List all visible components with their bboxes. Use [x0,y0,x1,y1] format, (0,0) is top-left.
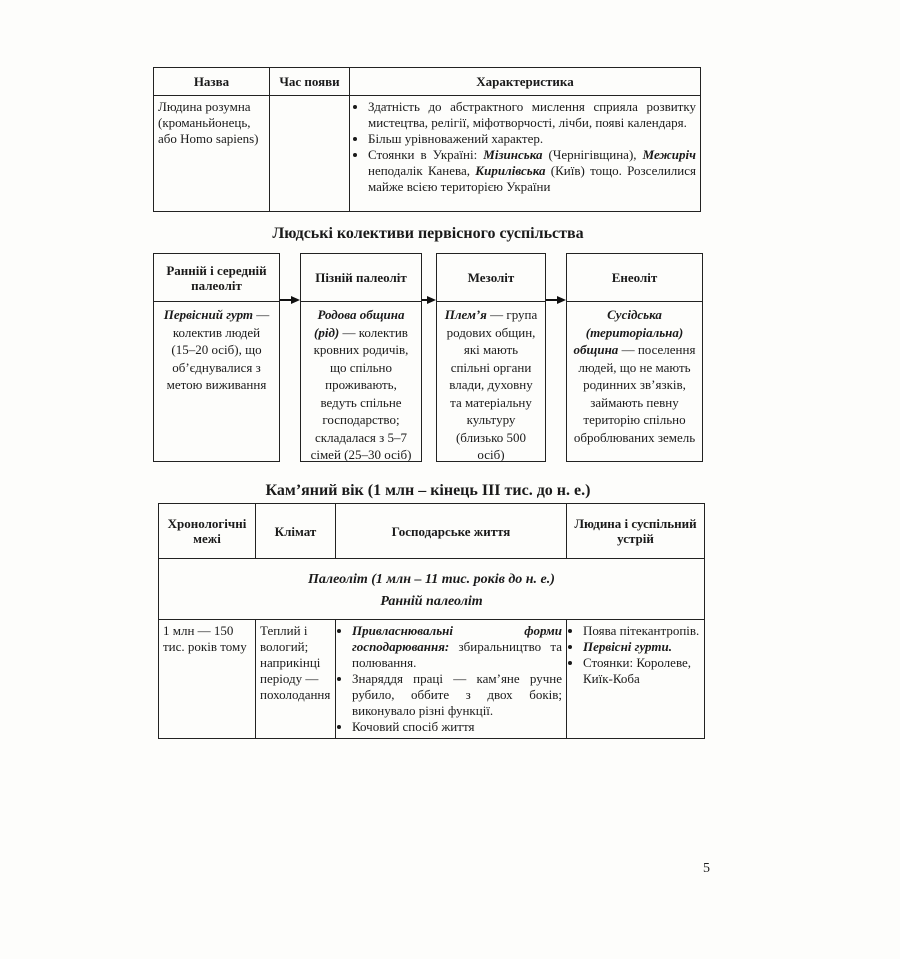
arrow-icon [422,296,436,304]
arrow-icon [280,296,300,304]
header-climate: Клімат [256,504,336,559]
cell-economy [336,620,567,739]
table-row [154,96,701,212]
list-item: • Знаряддя праці — кам’яне ручне рубило, оббите з двох боків; виконувало різні функції. [352,671,562,719]
box-term: Плем’я [444,307,487,322]
cell-chronology: 1 млн — 150 тис. років тому [159,620,256,739]
band-cell [159,559,705,620]
list-item: • Первісні гурти. [583,639,700,655]
box-description [154,302,279,398]
box-description [301,302,421,468]
cell-name: Людина розумна (кроманьйонець, або Homo sapiens) [154,96,270,212]
box-description [437,302,545,468]
header-characteristic: Характеристика [350,68,701,96]
economy-list [340,623,562,735]
box-late-paleolithic [300,253,422,462]
box-period: Ранній і середній палеоліт [154,254,279,302]
band-paleolithic: Палеоліт (1 млн – 11 тис. років до н. е.) [308,572,555,587]
box-text: — група родових общин, які мають спільні органи влади, духовну та матеріальну культуру (близько 500 осіб) [446,307,538,462]
cell-characteristic [350,96,701,212]
list-item: • Здатність до абстрактного мислення сприяла розвитку мистецтва, релігії, міфотворчості, лічби, появі календаря. [368,99,696,131]
box-description [567,302,702,450]
text: неподалік Канева, [368,163,476,178]
site-mizyn: Мізинська [483,147,543,162]
collectives-title: Людські колективи первісного суспільства [272,225,584,242]
stone-age-title: Кам’яний вік (1 млн – кінець III тис. до н. е.) [265,482,591,499]
site-mezhyrich: Межиріч [642,147,696,162]
box-mesolithic [436,253,546,462]
text: збиральництво та полювання. [352,639,562,670]
economy-term: Привласнювальні форми господарювання: [352,623,562,654]
list-item: • Стоянки: Королеве, Киїк-Коба [583,655,700,687]
society-list [571,623,700,687]
box-term: Первісний гурт [163,307,254,322]
table-row [159,620,705,739]
box-eneolithic [566,253,703,462]
cell-time [270,96,350,212]
box-early-paleolithic [153,253,280,462]
text: (Чернігівщина), [542,147,643,162]
characteristic-list [354,99,696,195]
homo-sapiens-table [153,67,701,212]
list-item [368,147,696,195]
box-period: Енеоліт [567,254,702,302]
list-item [352,623,562,671]
list-item: • Більш урівноважений характер. [368,131,696,147]
arrow-icon [546,296,566,304]
box-text: — поселення людей, що не мають родинних зв’язків, займають певну територію спільно оброблюваних земель [573,342,696,445]
box-period: Мезоліт [437,254,545,302]
site-kyrylivska: Кирилівська [475,163,546,178]
header-economy: Господарське життя [336,504,567,559]
box-text: — колектив кровних родичів, що спільно проживають, ведуть спільне господарство; складалася з 5–7 сімей (25–30 осіб) [310,324,412,462]
page-number: 5 [703,861,710,876]
text: Стоянки в Україні: [368,147,484,162]
list-item: • Поява пітекантропів. [583,623,700,639]
list-item: • Кочовий спосіб життя [352,719,562,735]
box-term: Родова община (рід) [314,307,405,340]
box-term: Сусідська (територіальна) община [573,307,684,357]
table-header-row [159,504,705,559]
header-chronology: Хронологічні межі [159,504,256,559]
stone-age-table [158,503,705,739]
header-time: Час появи [270,68,350,96]
cell-society [567,620,705,739]
header-society: Людина і суспільний устрій [567,504,705,559]
box-text: — колектив людей (15–20 осіб), що об’єднувалися з метою виживання [166,307,270,392]
box-period: Пізній палеоліт [301,254,421,302]
table-header-row [154,68,701,96]
text: (Київ) тощо. Розселилися майже всією територією України [368,163,696,194]
table-band-row [159,559,705,620]
band-early-paleolithic: Ранній палеоліт [380,594,483,609]
header-name: Назва [154,68,270,96]
cell-climate: Теплий і вологий; наприкінці періоду — похолодання [256,620,336,739]
